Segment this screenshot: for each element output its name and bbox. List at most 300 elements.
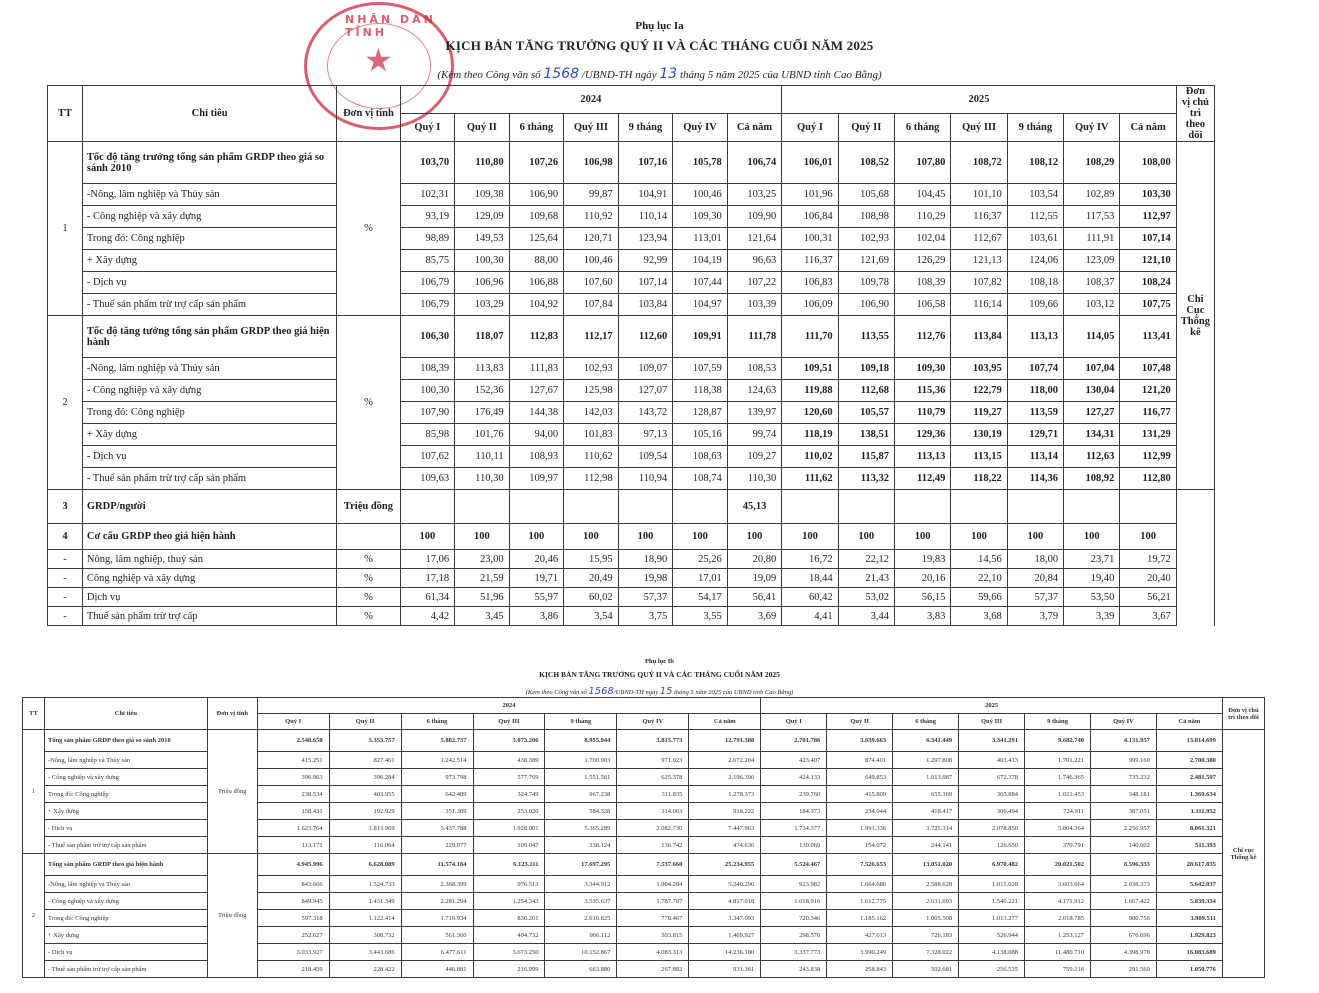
indicator-label: Tổng sản phẩm GRDP theo giá hiện hành xyxy=(44,854,207,876)
value-cell-2025: 116,37 xyxy=(951,206,1007,228)
value-cell-2025: 21,43 xyxy=(838,569,894,588)
indicator-label: Tốc độ tăng trưởng tổng sản phẩm GRDP theo giá so sánh 2010 xyxy=(82,142,336,184)
value-cell-2024: 143,72 xyxy=(618,402,673,424)
value-cell-2025: 100 xyxy=(1120,524,1176,550)
value-cell-2024: 93,19 xyxy=(400,206,455,228)
header-period: Quý IV xyxy=(1090,714,1156,730)
value-cell-2025: 134,31 xyxy=(1064,424,1120,446)
value-cell-2024: 152,36 xyxy=(455,380,510,402)
value-cell-2025: 7.526.653 xyxy=(827,854,893,876)
value-cell-2025: 100 xyxy=(1007,524,1063,550)
value-cell-2025: 130,04 xyxy=(1064,380,1120,402)
indicator-label: -Nông, lâm nghiệp và Thủy sản xyxy=(44,752,207,769)
value-cell-2025: 22,10 xyxy=(951,569,1007,588)
value-cell-2024: 216.999 xyxy=(473,961,545,978)
value-cell-2025: 13.051.020 xyxy=(893,854,959,876)
value-cell-2024: 109,30 xyxy=(673,206,728,228)
header-period: Quý II xyxy=(838,114,894,142)
value-cell-2025: 1.021.453 xyxy=(1025,786,1091,803)
value-cell-2024: 3.815.773 xyxy=(617,730,689,752)
value-cell-2025: 900.756 xyxy=(1090,910,1156,927)
value-cell-2025: 4.131.957 xyxy=(1090,730,1156,752)
value-cell-2024: 3.073.206 xyxy=(473,730,545,752)
indicator-label: Tổng sản phẩm GRDP theo giá so sánh 2010 xyxy=(44,730,207,752)
value-cell-2025: 108,24 xyxy=(1120,272,1176,294)
value-cell-2025 xyxy=(782,490,838,524)
value-cell-2024: 99,74 xyxy=(727,424,782,446)
row-number: 1 xyxy=(23,730,45,854)
indicator-label: Trong đó: Công nghiệp xyxy=(44,786,207,803)
value-cell-2024: 100,30 xyxy=(455,250,510,272)
value-cell-2024: 120,71 xyxy=(564,228,619,250)
value-cell-2024: 101,76 xyxy=(455,424,510,446)
value-cell-2025: 720.346 xyxy=(761,910,827,927)
value-cell-2024: 14.236.180 xyxy=(689,944,761,961)
value-cell-2024: 107,90 xyxy=(400,402,455,424)
handwritten-day: 13 xyxy=(659,66,678,82)
value-cell-2025: 112,49 xyxy=(894,468,950,490)
indicator-label: Trong đó: Công nghiệp xyxy=(82,228,336,250)
value-cell-2025: 112,68 xyxy=(838,380,894,402)
value-cell-2025: 112,67 xyxy=(951,228,1007,250)
value-cell-2024: 125,64 xyxy=(509,228,564,250)
unit-cell xyxy=(337,524,400,550)
unit-cell: % xyxy=(337,588,400,607)
value-cell-2025: 3.990.249 xyxy=(827,944,893,961)
value-cell-2025: 106,90 xyxy=(838,294,894,316)
value-cell-2025: 526.944 xyxy=(959,927,1025,944)
value-cell-2024: 2.082.730 xyxy=(617,820,689,837)
appendix-b-subtitle xyxy=(0,686,1319,697)
value-cell-2024: 116.064 xyxy=(329,837,401,854)
value-cell-2025: 1.185.162 xyxy=(827,910,893,927)
indicator-label: - Dịch vụ xyxy=(44,820,207,837)
value-cell-2024: 2.610.825 xyxy=(545,910,617,927)
header-period: 9 tháng xyxy=(545,714,617,730)
owner-cell-empty xyxy=(1176,588,1214,607)
value-cell-2024: 112,98 xyxy=(564,468,619,490)
unit-cell: Triệu đồng xyxy=(337,490,400,524)
value-cell-2024: 113.171 xyxy=(257,837,329,854)
value-cell-2024: 112,17 xyxy=(564,316,619,358)
owner-cell: Chi Cục Thống kê xyxy=(1176,142,1214,490)
value-cell-2024: 113,83 xyxy=(455,358,510,380)
value-cell-2025: 1.929.823 xyxy=(1156,927,1222,944)
header-period: Cả năm xyxy=(727,114,782,142)
value-cell-2024: 15,95 xyxy=(564,550,619,569)
value-cell-2025: 106,09 xyxy=(782,294,838,316)
header-unit: Đơn vị tính xyxy=(337,86,400,142)
table-row xyxy=(48,358,1215,380)
value-cell-2025: 20,84 xyxy=(1007,569,1063,588)
value-cell-2024: 3,75 xyxy=(618,607,673,626)
value-cell-2025: 108,18 xyxy=(1007,272,1063,294)
value-cell-2025: 119,27 xyxy=(951,402,1007,424)
value-cell-2025: 113,14 xyxy=(1007,446,1063,468)
value-cell-2024: 17,01 xyxy=(673,569,728,588)
header-period: Quý I xyxy=(400,114,455,142)
table-row xyxy=(48,228,1215,250)
value-cell-2024: 2.281.294 xyxy=(401,893,473,910)
table-row xyxy=(48,380,1215,402)
seal-text: NHÂN DÂN TỈNH xyxy=(345,13,436,39)
value-cell-2025: 112,55 xyxy=(1007,206,1063,228)
value-cell-2024: 6.628.089 xyxy=(329,854,401,876)
indicator-label: - Dịch vụ xyxy=(82,272,336,294)
value-cell-2025: 4.138.088 xyxy=(959,944,1025,961)
value-cell-2024 xyxy=(400,490,455,524)
value-cell-2025: 140.602 xyxy=(1090,837,1156,854)
value-cell-2024: 106,98 xyxy=(564,142,619,184)
value-cell-2024: 1.254.343 xyxy=(473,893,545,910)
header-period: Quý IV xyxy=(1064,114,1120,142)
value-cell-2025: 115,87 xyxy=(838,446,894,468)
value-cell-2024: 1.928.001 xyxy=(473,820,545,837)
value-cell-2025: 107,75 xyxy=(1120,294,1176,316)
header-owner: Đơn vị chủ trì theo dõi xyxy=(1176,86,1214,142)
value-cell-2025: 1.991.336 xyxy=(827,820,893,837)
value-cell-2024: 118,38 xyxy=(673,380,728,402)
value-cell-2024: 110,30 xyxy=(455,468,510,490)
value-cell-2025: 108,37 xyxy=(1064,272,1120,294)
indicator-label: - Thuế sản phẩm trừ trợ cấp sản phẩm xyxy=(44,837,207,854)
value-cell-2025: 655.369 xyxy=(893,786,959,803)
appendix-b-title: KỊCH BẢN TĂNG TRƯỞNG QUÝ II VÀ CÁC THÁNG CUỐI NĂM 2025 xyxy=(539,670,780,679)
value-cell-2024: 100,30 xyxy=(400,380,455,402)
value-cell-2024: 111,83 xyxy=(509,358,564,380)
value-cell-2025: 100,31 xyxy=(782,228,838,250)
value-cell-2025: 129,36 xyxy=(894,424,950,446)
value-cell-2025: 112,76 xyxy=(894,316,950,358)
value-cell-2024: 8.955.944 xyxy=(545,730,617,752)
value-cell-2025: 112,97 xyxy=(1120,206,1176,228)
value-cell-2024: 229.077 xyxy=(401,837,473,854)
value-cell-2025: 244.141 xyxy=(893,837,959,854)
value-cell-2025: 101,10 xyxy=(951,184,1007,206)
value-cell-2024: 100 xyxy=(618,524,673,550)
value-cell-2024: 415.251 xyxy=(257,752,329,769)
value-cell-2024: 149,53 xyxy=(455,228,510,250)
value-cell-2024: 118,07 xyxy=(455,316,510,358)
value-cell-2024: 446.881 xyxy=(401,961,473,978)
header-row xyxy=(23,698,1265,714)
value-cell-2025: 2.038.373 xyxy=(1090,876,1156,893)
value-cell-2024: 3.353.757 xyxy=(329,730,401,752)
value-cell-2024: 2.368.399 xyxy=(401,876,473,893)
value-cell-2025: 234.044 xyxy=(827,803,893,820)
header-period: Cả năm xyxy=(1120,114,1176,142)
value-cell-2024: 25.234.955 xyxy=(689,854,761,876)
header-period: 9 tháng xyxy=(1025,714,1091,730)
value-cell-2025: 511.393 xyxy=(1156,837,1222,854)
value-cell-2025: 427.613 xyxy=(827,927,893,944)
table-row xyxy=(48,588,1215,607)
value-cell-2025: 113,15 xyxy=(951,446,1007,468)
value-cell-2024: 474.636 xyxy=(689,837,761,854)
value-cell-2024: 107,26 xyxy=(509,142,564,184)
value-cell-2024: 51,96 xyxy=(455,588,510,607)
indicator-label: Thuế sản phẩm trừ trợ cấp xyxy=(82,607,336,626)
value-cell-2025: 138,51 xyxy=(838,424,894,446)
value-cell-2024: 100 xyxy=(400,524,455,550)
value-cell-2025: 649.853 xyxy=(827,769,893,786)
value-cell-2025: 107,82 xyxy=(951,272,1007,294)
value-cell-2024: 104,97 xyxy=(673,294,728,316)
indicator-label: Cơ cấu GRDP theo giá hiện hành xyxy=(82,524,336,550)
header-indicator: Chỉ tiêu xyxy=(82,86,336,142)
row-number: - xyxy=(48,569,83,588)
value-cell-2024: 128,87 xyxy=(673,402,728,424)
value-cell-2025: 3,79 xyxy=(1007,607,1063,626)
value-cell-2025: 22,12 xyxy=(838,550,894,569)
value-cell-2024: 3,55 xyxy=(673,607,728,626)
unit-cell: % xyxy=(337,550,400,569)
value-cell-2025: 3.337.773 xyxy=(761,944,827,961)
header-period: 6 tháng xyxy=(894,114,950,142)
value-cell-2024: 7.447.963 xyxy=(689,820,761,837)
value-cell-2024: 106,30 xyxy=(400,316,455,358)
value-cell-2025: 239.760 xyxy=(761,786,827,803)
value-cell-2025: 113,32 xyxy=(838,468,894,490)
value-cell-2024: 404.732 xyxy=(473,927,545,944)
subtitle-text: /UBND-TH ngày xyxy=(579,69,660,81)
value-cell-2025: 3,44 xyxy=(838,607,894,626)
value-cell-2025: 387.051 xyxy=(1090,803,1156,820)
value-cell-2024: 1.122.414 xyxy=(329,910,401,927)
header-indicator: Chỉ tiêu xyxy=(44,698,207,730)
indicator-label: - Công nghiệp và xây dựng xyxy=(44,893,207,910)
row-number: 1 xyxy=(48,142,83,316)
value-cell-2025: 114,36 xyxy=(1007,468,1063,490)
value-cell-2025: 100 xyxy=(782,524,838,550)
value-cell-2024: 396.963 xyxy=(257,769,329,786)
handwritten-doc-number: 1568 xyxy=(543,66,580,82)
value-cell-2024: 403.955 xyxy=(329,786,401,803)
value-cell-2025: 111,62 xyxy=(782,468,838,490)
value-cell-2024 xyxy=(455,490,510,524)
value-cell-2024: 20,49 xyxy=(564,569,619,588)
value-cell-2024: 20,80 xyxy=(727,550,782,569)
value-cell-2024: 5.882.737 xyxy=(401,730,473,752)
value-cell-2024: 124,63 xyxy=(727,380,782,402)
value-cell-2024: 3.344.912 xyxy=(545,876,617,893)
value-cell-2024: 3.443.686 xyxy=(329,944,401,961)
indicator-label: - Công nghiệp và xây dựng xyxy=(44,769,207,786)
value-cell-2024: 625.378 xyxy=(617,769,689,786)
value-cell-2025: 1.612.775 xyxy=(827,893,893,910)
value-cell-2024: 4.083.313 xyxy=(617,944,689,961)
value-cell-2025: 415.809 xyxy=(827,786,893,803)
value-cell-2024 xyxy=(618,490,673,524)
value-cell-2025: 8.596.333 xyxy=(1090,854,1156,876)
header-period: 6 tháng xyxy=(401,714,473,730)
value-cell-2024: 1.813.969 xyxy=(329,820,401,837)
value-cell-2024: 109,63 xyxy=(400,468,455,490)
appendix-a-subtitle xyxy=(0,66,1319,82)
value-cell-2024: 324.749 xyxy=(473,786,545,803)
owner-cell-empty xyxy=(1176,490,1214,524)
value-cell-2024: 1.551.561 xyxy=(545,769,617,786)
value-cell-2024: 108,63 xyxy=(673,446,728,468)
table-row xyxy=(48,446,1215,468)
value-cell-2024: 973.798 xyxy=(401,769,473,786)
value-cell-2024: 18,90 xyxy=(618,550,673,569)
value-cell-2025: 4,41 xyxy=(782,607,838,626)
value-cell-2025: 11.480.710 xyxy=(1025,944,1091,961)
value-cell-2024: 107,44 xyxy=(673,272,728,294)
value-cell-2025: 108,72 xyxy=(951,142,1007,184)
value-cell-2024: 176,49 xyxy=(455,402,510,424)
value-cell-2025: 1.013.277 xyxy=(959,910,1025,927)
value-cell-2024: 106,79 xyxy=(400,272,455,294)
value-cell-2025: 108,39 xyxy=(894,272,950,294)
value-cell-2024: 584.328 xyxy=(545,803,617,820)
value-cell-2025: 107,14 xyxy=(1120,228,1176,250)
value-cell-2024: 267.882 xyxy=(617,961,689,978)
value-cell-2025 xyxy=(894,490,950,524)
header-period: Quý I xyxy=(782,114,838,142)
value-cell-2024: 106,88 xyxy=(509,272,564,294)
row-number: - xyxy=(48,588,83,607)
value-cell-2024: 1.431.349 xyxy=(329,893,401,910)
value-cell-2024: 54,17 xyxy=(673,588,728,607)
value-cell-2025: 108,98 xyxy=(838,206,894,228)
table-row xyxy=(48,524,1215,550)
value-cell-2025: 117,53 xyxy=(1064,206,1120,228)
table-row xyxy=(48,316,1215,358)
value-cell-2024: 25,26 xyxy=(673,550,728,569)
indicator-label: + Xây dựng xyxy=(82,424,336,446)
value-cell-2024: 110,92 xyxy=(564,206,619,228)
table-row xyxy=(48,424,1215,446)
value-cell-2025: 102,89 xyxy=(1064,184,1120,206)
value-cell-2024: 100,46 xyxy=(673,184,728,206)
header-unit: Đơn vị tính xyxy=(207,698,257,730)
table-row xyxy=(48,294,1215,316)
value-cell-2024: 192.929 xyxy=(329,803,401,820)
value-cell-2025: 113,41 xyxy=(1120,316,1176,358)
value-cell-2025: 6.341.449 xyxy=(893,730,959,752)
value-cell-2025: 103,95 xyxy=(951,358,1007,380)
value-cell-2024: 663.880 xyxy=(545,961,617,978)
value-cell-2024: 1.904.284 xyxy=(617,876,689,893)
value-cell-2024: 97,13 xyxy=(618,424,673,446)
value-cell-2024: 12.791.388 xyxy=(689,730,761,752)
header-period: Quý II xyxy=(329,714,401,730)
value-cell-2025: 107,48 xyxy=(1120,358,1176,380)
value-cell-2025: 108,92 xyxy=(1064,468,1120,490)
value-cell-2025: 3,39 xyxy=(1064,607,1120,626)
value-cell-2025: 874.401 xyxy=(827,752,893,769)
header-period: 9 tháng xyxy=(618,114,673,142)
table-row xyxy=(48,272,1215,294)
value-cell-2024: 3,69 xyxy=(727,607,782,626)
value-cell-2024: 1.524.733 xyxy=(329,876,401,893)
value-cell-2024: 17,18 xyxy=(400,569,455,588)
value-cell-2024: 6.477.611 xyxy=(401,944,473,961)
value-cell-2024: 103,70 xyxy=(400,142,455,184)
value-cell-2025: 3.725.314 xyxy=(893,820,959,837)
appendix-a-title: KỊCH BẢN TĂNG TRƯỞNG QUÝ II VÀ CÁC THÁNG CUỐI NĂM 2025 xyxy=(445,38,874,53)
value-cell-2025: 109,66 xyxy=(1007,294,1063,316)
header-period: Quý II xyxy=(455,114,510,142)
row-number: - xyxy=(48,550,83,569)
value-cell-2025: 113,13 xyxy=(894,446,950,468)
value-cell-2025: 109,51 xyxy=(782,358,838,380)
value-cell-2025: 1.540.221 xyxy=(959,893,1025,910)
value-cell-2024: 931.361 xyxy=(689,961,761,978)
value-cell-2024: 19,71 xyxy=(509,569,564,588)
value-cell-2025: 1.111.952 xyxy=(1156,803,1222,820)
value-cell-2025: 1.050.776 xyxy=(1156,961,1222,978)
value-cell-2025: 112,63 xyxy=(1064,446,1120,468)
value-cell-2024: 123,94 xyxy=(618,228,673,250)
value-cell-2025: 56,21 xyxy=(1120,588,1176,607)
value-cell-2024: 10.152.867 xyxy=(545,944,617,961)
value-cell-2024: 3.535.637 xyxy=(545,893,617,910)
value-cell-2025: 122,79 xyxy=(951,380,1007,402)
table-row xyxy=(48,250,1215,272)
value-cell-2024: 106,90 xyxy=(509,184,564,206)
value-cell-2025: 20,16 xyxy=(894,569,950,588)
value-cell-2025: 2.256.957 xyxy=(1090,820,1156,837)
value-cell-2024: 106,79 xyxy=(400,294,455,316)
value-cell-2025: 118,00 xyxy=(1007,380,1063,402)
value-cell-2024: 109,90 xyxy=(727,206,782,228)
value-cell-2025: 108,29 xyxy=(1064,142,1120,184)
value-cell-2024: 23,00 xyxy=(455,550,510,569)
value-cell-2024: 109,68 xyxy=(509,206,564,228)
value-cell-2024: 142,03 xyxy=(564,402,619,424)
header-year-2024: 2024 xyxy=(257,698,761,714)
value-cell-2024: 2.548.658 xyxy=(257,730,329,752)
value-cell-2024: 99,87 xyxy=(564,184,619,206)
header-period: Quý I xyxy=(761,714,827,730)
value-cell-2025: 1.664.686 xyxy=(827,876,893,893)
subtitle-text: (Kèm theo Công văn số xyxy=(525,689,589,696)
value-cell-2025: 116,77 xyxy=(1120,402,1176,424)
value-cell-2024: 101,83 xyxy=(564,424,619,446)
value-cell-2025: 103,12 xyxy=(1064,294,1120,316)
value-cell-2025: 1.015.028 xyxy=(959,876,1025,893)
value-cell-2024: 4,42 xyxy=(400,607,455,626)
value-cell-2025: 1.734.377 xyxy=(761,820,827,837)
value-cell-2025: 121,69 xyxy=(838,250,894,272)
value-cell-2024 xyxy=(564,490,619,524)
value-cell-2025: 59,66 xyxy=(951,588,1007,607)
value-cell-2024: 110,14 xyxy=(618,206,673,228)
value-cell-2025: 258.843 xyxy=(827,961,893,978)
value-cell-2025: 3.909.511 xyxy=(1156,910,1222,927)
value-cell-2025: 184.373 xyxy=(761,803,827,820)
header-period: Quý I xyxy=(257,714,329,730)
value-cell-2025: 3.341.291 xyxy=(959,730,1025,752)
value-cell-2025: 6.970.482 xyxy=(959,854,1025,876)
value-cell-2024: 107,60 xyxy=(564,272,619,294)
indicator-label: - Công nghiệp và xây dựng xyxy=(82,206,336,228)
value-cell-2024: 2.672.204 xyxy=(689,752,761,769)
value-cell-2025: 102,04 xyxy=(894,228,950,250)
value-cell-2025: 110,02 xyxy=(782,446,838,468)
value-cell-2024: 105,16 xyxy=(673,424,728,446)
value-cell-2024: 4.945.996 xyxy=(257,854,329,876)
value-cell-2025: 2.701.786 xyxy=(761,730,827,752)
value-cell-2024: 1.278.373 xyxy=(689,786,761,803)
value-cell-2024: 96,63 xyxy=(727,250,782,272)
value-cell-2024: 827.461 xyxy=(329,752,401,769)
header-period: Quý III xyxy=(959,714,1025,730)
value-cell-2024: 19,98 xyxy=(618,569,673,588)
